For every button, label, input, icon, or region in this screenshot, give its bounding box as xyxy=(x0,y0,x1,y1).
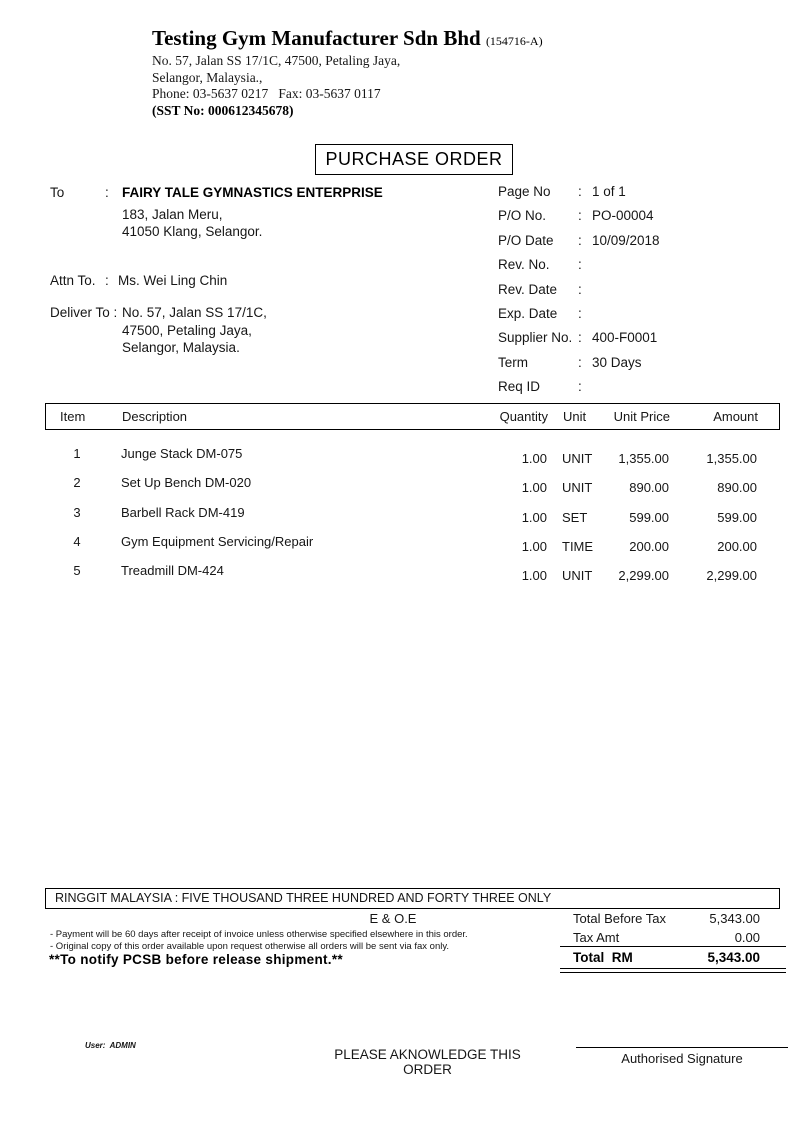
original-copy-note: - Original copy of this order available upon request otherwise all orders will be sent via fax only. xyxy=(50,941,450,952)
table-row xyxy=(45,503,778,532)
total-before-tax-row xyxy=(560,911,786,930)
attn-contact-name: Ms. Wei Ling Chin xyxy=(118,273,228,288)
grand-total-label: Total RM xyxy=(573,949,633,965)
payment-terms-note: - Payment will be 60 days after receipt of invoice unless otherwise specified elsewhere in this order. xyxy=(50,929,468,940)
row-quantity: 1.00 xyxy=(521,568,547,584)
info-field-value: 400-F0001 xyxy=(592,330,658,346)
row-description: Treadmill DM-424 xyxy=(121,563,224,579)
row-description: Gym Equipment Servicing/Repair xyxy=(121,533,314,549)
totals-block xyxy=(560,911,786,973)
table-row xyxy=(45,561,778,590)
row-unit: TIME xyxy=(562,538,594,554)
info-field-row xyxy=(498,208,788,232)
totals-separator-line xyxy=(560,946,786,947)
info-field-colon: : xyxy=(578,379,582,395)
info-field-row xyxy=(498,330,788,354)
tax-amount-value: 0.00 xyxy=(734,929,760,945)
info-field-label: P/O No. xyxy=(498,208,547,224)
amount-in-words: RINGGIT MALAYSIA : FIVE THOUSAND THREE HUNDRED AND FORTY THREE ONLY xyxy=(55,891,552,905)
signature-line xyxy=(576,1047,788,1048)
items-table-header xyxy=(45,403,780,430)
info-field-colon: : xyxy=(578,305,582,321)
info-field-colon: : xyxy=(578,184,582,199)
supplier-address-line2: 41050 Klang, Selangor. xyxy=(122,224,263,239)
delivery-address-line2: 47500, Petaling Jaya, xyxy=(122,323,252,338)
row-unit-price: 599.00 xyxy=(629,509,669,525)
row-quantity: 1.00 xyxy=(521,538,547,554)
row-item-number: 3 xyxy=(73,504,81,520)
info-field-value: PO-00004 xyxy=(592,208,654,224)
info-field-colon: : xyxy=(578,257,582,273)
total-before-tax-label: Total Before Tax xyxy=(573,911,666,926)
table-body xyxy=(45,444,778,590)
row-unit: UNIT xyxy=(562,480,593,496)
row-amount: 599.00 xyxy=(717,509,757,525)
info-field-value: 10/09/2018 xyxy=(592,232,660,248)
row-quantity: 1.00 xyxy=(521,509,547,525)
row-item-number: 5 xyxy=(73,563,81,579)
row-description: Junge Stack DM-075 xyxy=(121,446,243,461)
row-amount: 2,299.00 xyxy=(706,568,757,584)
table-row xyxy=(45,473,778,502)
info-field-label: Req ID xyxy=(498,379,541,395)
company-name xyxy=(152,26,543,53)
info-fields xyxy=(498,184,788,404)
row-description: Barbell Rack DM-419 xyxy=(121,504,245,520)
deliver-to-label: Deliver To : xyxy=(50,305,118,320)
info-field-colon: : xyxy=(578,281,582,297)
to-colon: : xyxy=(105,185,109,200)
total-before-tax-value: 5,343.00 xyxy=(709,911,760,926)
row-amount: 890.00 xyxy=(717,480,757,496)
tax-amount-row xyxy=(560,930,786,947)
info-field-value: 1 of 1 xyxy=(592,184,626,199)
row-item-number: 1 xyxy=(73,446,81,461)
row-item-number: 2 xyxy=(73,475,81,491)
row-unit: SET xyxy=(562,509,588,525)
company-address-line1: No. 57, Jalan SS 17/1C, 47500, Petaling Jaya, xyxy=(152,53,401,68)
info-field-label: Exp. Date xyxy=(498,305,558,321)
info-field-colon: : xyxy=(578,208,582,224)
row-description: Set Up Bench DM-020 xyxy=(121,475,252,491)
info-field-row xyxy=(498,184,788,208)
row-quantity: 1.00 xyxy=(521,451,547,466)
info-field-row xyxy=(498,233,788,257)
info-field-value: 30 Days xyxy=(592,354,642,370)
row-unit: UNIT xyxy=(562,451,593,466)
info-field-label: Rev. No. xyxy=(498,257,550,273)
company-name-text: Testing Gym Manufacturer Sdn Bhd xyxy=(152,26,481,50)
row-unit-price: 2,299.00 xyxy=(618,568,669,584)
info-field-colon: : xyxy=(578,354,582,370)
eoe-label: E & O.E xyxy=(369,911,417,926)
company-header xyxy=(152,26,543,119)
document-title-box xyxy=(315,144,513,175)
supplier-name: FAIRY TALE GYMNASTICS ENTERPRISE xyxy=(122,185,383,200)
info-field-row xyxy=(498,379,788,403)
supplier-address-line1: 183, Jalan Meru, xyxy=(122,207,223,222)
to-label: To xyxy=(50,185,65,200)
authorised-signature-label: Authorised Signature xyxy=(621,1051,743,1066)
column-header-description: Description xyxy=(122,409,188,424)
row-amount: 200.00 xyxy=(717,538,757,554)
delivery-address-line3: Selangor, Malaysia. xyxy=(122,340,240,355)
row-unit: UNIT xyxy=(562,568,593,584)
info-field-row xyxy=(498,257,788,281)
column-header-quantity: Quantity xyxy=(499,409,548,424)
info-field-label: P/O Date xyxy=(498,232,554,248)
attn-label: Attn To. xyxy=(50,273,96,288)
document-title: PURCHASE ORDER xyxy=(325,149,503,169)
row-item-number: 4 xyxy=(73,533,81,549)
column-header-unit: Unit xyxy=(563,409,587,424)
info-field-row xyxy=(498,282,788,306)
row-unit-price: 200.00 xyxy=(629,538,669,554)
info-field-row xyxy=(498,355,788,379)
row-amount: 1,355.00 xyxy=(706,451,757,466)
row-quantity: 1.00 xyxy=(521,480,547,496)
column-header-item: Item xyxy=(60,409,86,424)
info-field-colon: : xyxy=(578,232,582,248)
info-field-label: Supplier No. xyxy=(498,330,573,346)
row-unit-price: 890.00 xyxy=(629,480,669,496)
attn-colon: : xyxy=(105,273,109,288)
company-address-line2: Selangor, Malaysia., xyxy=(152,69,263,85)
company-phone-fax: Phone: 03-5637 0217 Fax: 03-5637 0117 xyxy=(152,86,381,102)
row-unit-price: 1,355.00 xyxy=(618,451,669,466)
table-row xyxy=(45,532,778,561)
info-field-label: Rev. Date xyxy=(498,281,558,297)
column-header-amount: Amount xyxy=(713,409,758,424)
info-field-row xyxy=(498,306,788,330)
column-header-unit-price: Unit Price xyxy=(613,409,670,424)
grand-total-row xyxy=(560,950,786,967)
amount-in-words-box xyxy=(45,888,780,909)
table-row xyxy=(45,444,778,473)
info-field-label: Page No xyxy=(498,184,551,199)
grand-total-value: 5,343.00 xyxy=(707,949,760,965)
shipment-notice: **To notify PCSB before release shipment.** xyxy=(49,952,343,967)
delivery-address-line1: No. 57, Jalan SS 17/1C, xyxy=(122,305,267,320)
printed-by-user: User: ADMIN xyxy=(85,1041,136,1050)
info-field-colon: : xyxy=(578,330,582,346)
acknowledge-order-text: PLEASE AKNOWLEDGE THIS ORDER xyxy=(334,1047,521,1077)
tax-amount-label: Tax Amt xyxy=(573,929,620,945)
company-registration-number: (154716-A) xyxy=(485,34,543,48)
grand-total-double-rule xyxy=(560,968,786,973)
company-sst-number: (SST No: 000612345678) xyxy=(152,102,294,118)
info-field-label: Term xyxy=(498,354,528,370)
